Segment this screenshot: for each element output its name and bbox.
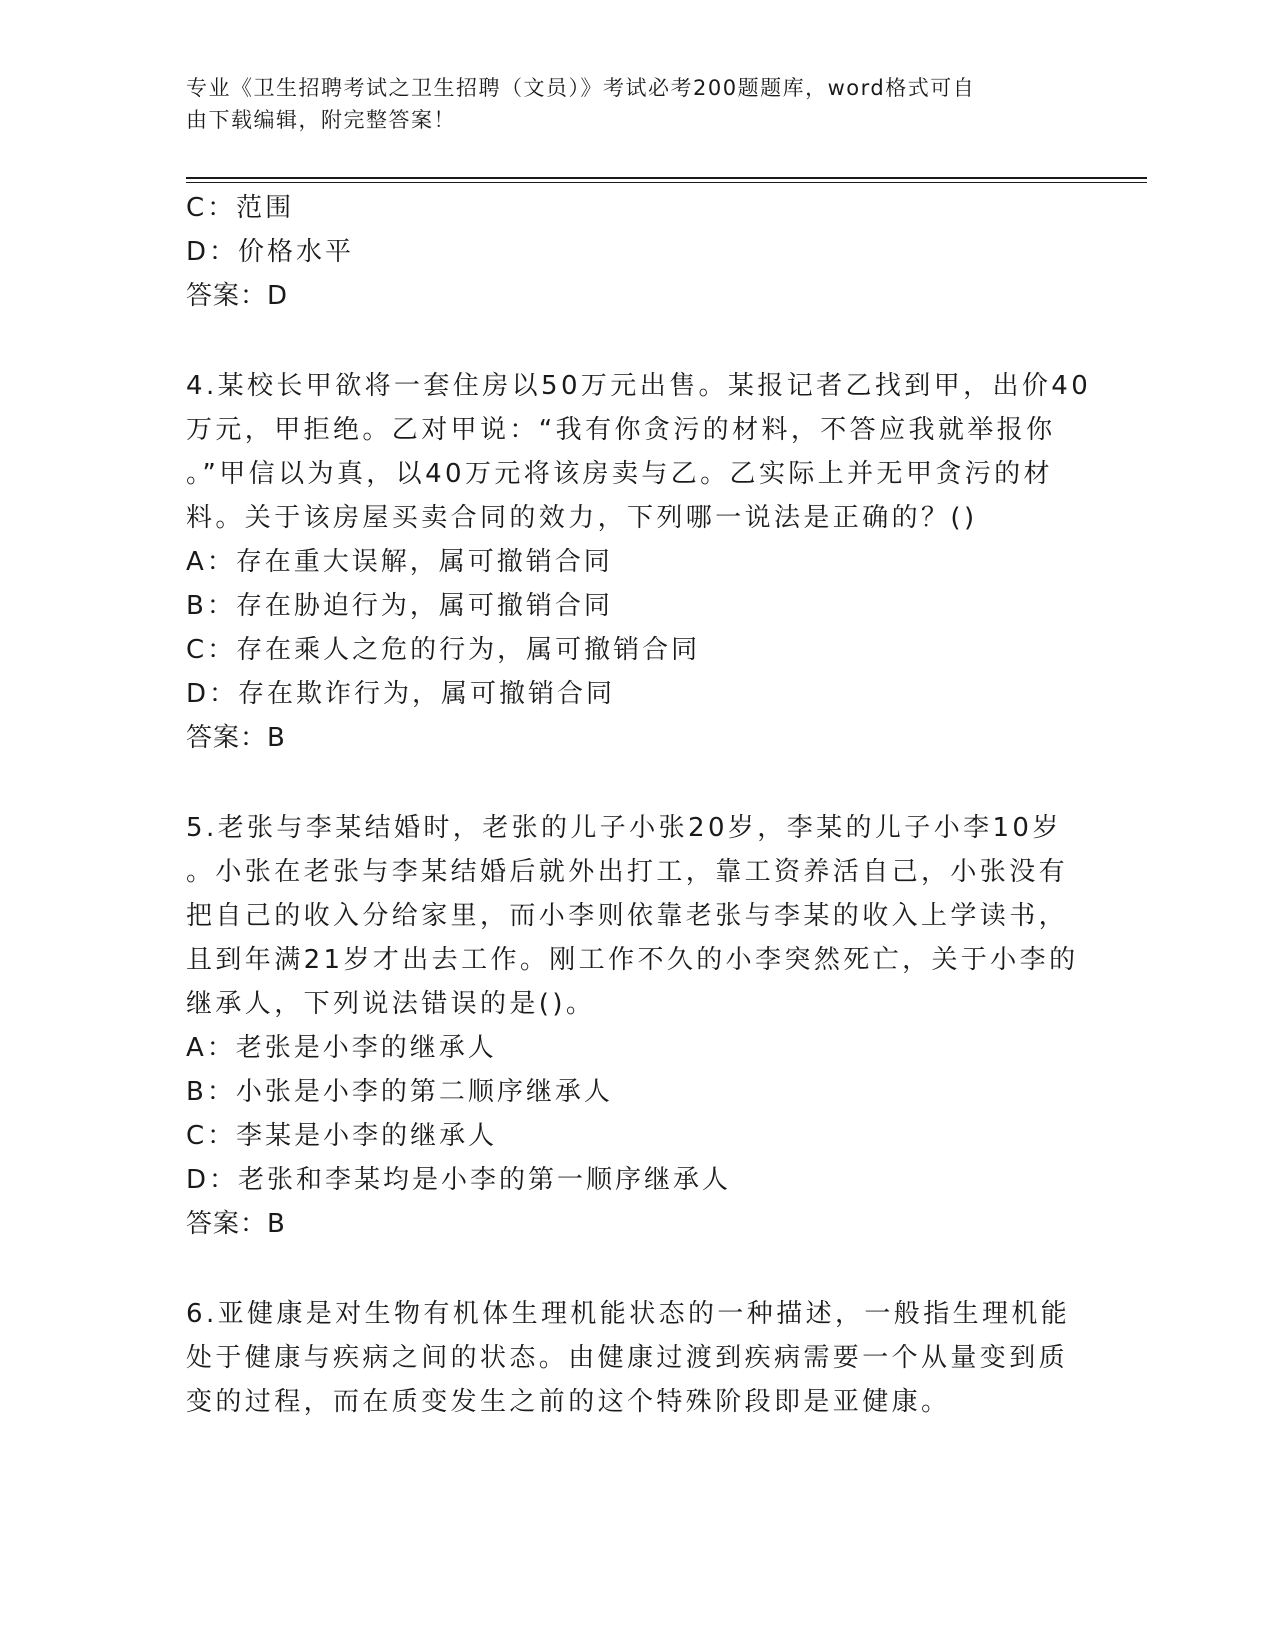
q5-stem-line-1: 5.老张与李某结婚时，老张的儿子小张20岁，李某的儿子小李10岁 [186,813,1062,843]
q3-option-c: C：范围 [186,193,295,223]
q6-stem-line-3: 变的过程，而在质变发生之前的这个特殊阶段即是亚健康。 [186,1387,951,1417]
q5-stem-line-5: 继承人，下列说法错误的是()。 [186,989,596,1019]
q3-answer: 答案：D [186,281,289,311]
q4-stem-line-2: 万元，甲拒绝。乙对甲说：“我有你贪污的材料，不答应我就举报你 [186,415,1056,445]
q4-option-b: B：存在胁迫行为，属可撤销合同 [186,591,613,621]
q5-stem-line-4: 且到年满21岁才出去工作。刚工作不久的小李突然死亡，关于小李的 [186,945,1079,975]
q5-option-c: C：李某是小李的继承人 [186,1121,498,1151]
q5-stem-line-3: 把自己的收入分给家里，而小李则依靠老张与李某的收入上学读书， [186,901,1069,931]
q4-stem-line-1: 4.某校长甲欲将一套住房以50万元出售。某报记者乙找到甲，出价40 [186,371,1092,401]
q4-stem-line-3: 。”甲信以为真，以40万元将该房卖与乙。乙实际上并无甲贪污的材 [186,459,1053,489]
header-divider-thin [186,182,1147,183]
q4-option-a: A：存在重大误解，属可撤销合同 [186,547,613,577]
document-header [186,72,1066,136]
q5-answer: 答案：B [186,1209,286,1239]
header-title-line-2: 由下载编辑，附完整答案！ [186,108,456,132]
q5-option-b: B：小张是小李的第二顺序继承人 [186,1077,613,1107]
q6-stem-line-1: 6.亚健康是对生物有机体生理机能状态的一种描述，一般指生理机能 [186,1299,1071,1329]
header-title-line-1: 专业《卫生招聘考试之卫生招聘（文员）》考试必考200题题库，word格式可自 [186,76,976,100]
q5-stem-line-2: 。小张在老张与李某结婚后就外出打工，靠工资养活自己，小张没有 [186,857,1069,887]
q6-stem-line-2: 处于健康与疾病之间的状态。由健康过渡到疾病需要一个从量变到质 [186,1343,1069,1373]
header-divider-thick [186,177,1147,179]
q4-option-d: D：存在欺诈行为，属可撤销合同 [186,679,616,709]
q4-option-c: C：存在乘人之危的行为，属可撤销合同 [186,635,701,665]
q5-option-d: D：老张和李某均是小李的第一顺序继承人 [186,1165,732,1195]
q4-answer: 答案：B [186,723,286,753]
q4-stem-line-4: 料。关于该房屋买卖合同的效力，下列哪一说法是正确的？() [186,503,978,533]
q5-option-a: A：老张是小李的继承人 [186,1033,497,1063]
q3-option-d: D：价格水平 [186,237,355,267]
